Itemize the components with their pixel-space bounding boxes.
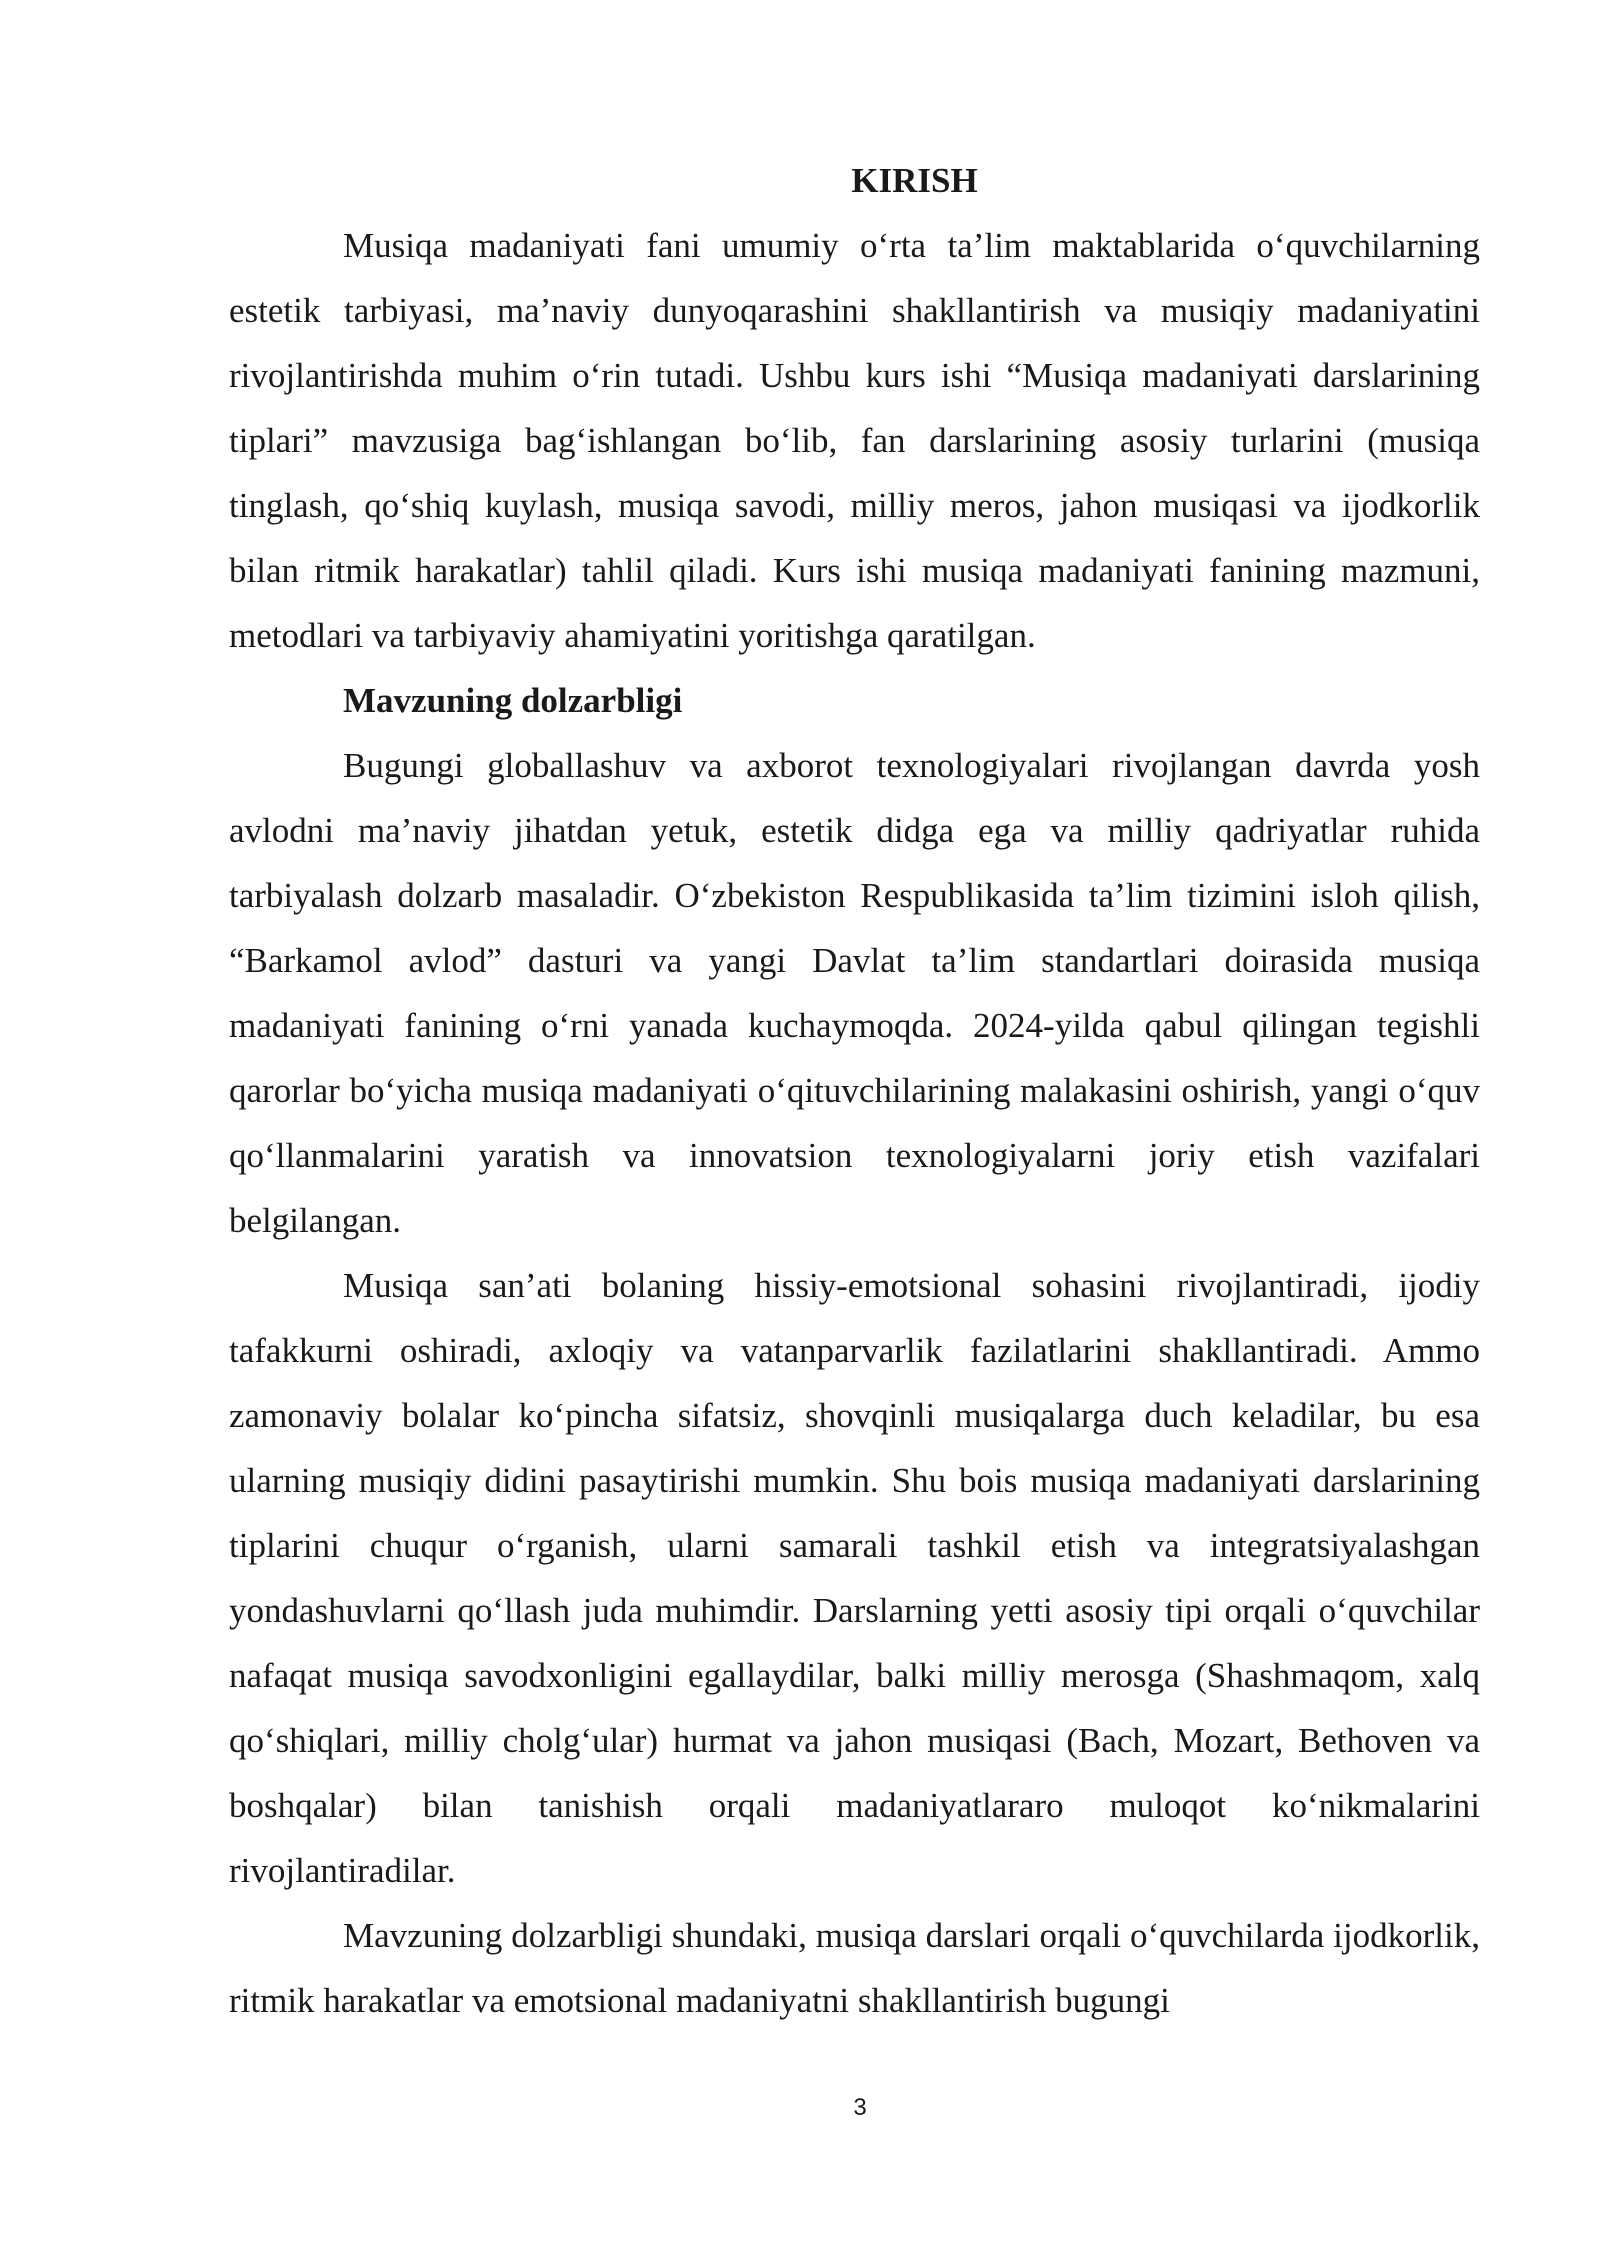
paragraph-2: Musiqa san’ati bolaning hissiy-emotsional sohasini rivojlantiradi, ijodiy tafakkurni oshiradi, axloqiy va vatanparvarlik fazilatlarini shakllantiradi. Ammo zamonaviy bolalar ko‘pincha sifatsiz, shovqinli musiqalarga duch keladilar, bu esa ularning musiqiy didini pasaytirishi mumkin. Shu bois musiqa madaniyati darslarining tiplarini chuqur o‘rganish, ularni samarali tashkil etish va integratsiyalashgan yondashuvlarni qo‘llash juda muhimdir. Darslarning yetti asosiy tipi orqali o‘quvchilar nafaqat musiqa savodxonligini egallaydilar, balki milliy merosga (Shashmaqom, xalq qo‘shiqlari, milliy cholg‘ular) hurmat va jahon musiqasi (Bach, Mozart, Bethoven va boshqalar) bilan tanishish orqali madaniyatlararo muloqot ko‘nikmalarini rivojlantiradilar. xyxy=(229,1266,1480,1890)
page-body xyxy=(229,148,1480,2033)
page-number: 3 xyxy=(853,2094,867,2121)
paragraph-3: Mavzuning dolzarbligi shundaki, musiqa darslari orqali o‘quvchilarda ijodkorlik, ritmik harakatlar va emotsional madaniyatni shakllantirish bugungi xyxy=(229,1916,1480,2020)
section-heading: Mavzuning dolzarbligi xyxy=(343,681,683,720)
paragraph-1: Bugungi globallashuv va axborot texnologiyalari rivojlangan davrda yosh avlodni ma’naviy jihatdan yetuk, estetik didga ega va milliy qadriyatlar ruhida tarbiyalash dolzarb masaladir. O‘zbekiston Respublikasida ta’lim tizimini isloh qilish, “Barkamol avlod” dasturi va yangi Davlat ta’lim standartlari doirasida musiqa madaniyati fanining o‘rni yanada kuchaymoqda. 2024-yilda qabul qilingan tegishli qarorlar bo‘yicha musiqa madaniyati o‘qituvchilarining malakasini oshirish, yangi o‘quv qo‘llanmalarini yaratish va innovatsion texnologiyalarni joriy etish vazifalari belgilangan. xyxy=(229,746,1480,1240)
page-title: KIRISH xyxy=(851,161,978,200)
intro-paragraph: Musiqa madaniyati fani umumiy o‘rta ta’lim maktablarida o‘quvchilarning estetik tarbiyasi, ma’naviy dunyoqarashini shakllantirish va musiqiy madaniyatini rivojlantirishda muhim o‘rin tutadi. Ushbu kurs ishi “Musiqa madaniyati darslarining tiplari” mavzusiga bag‘ishlangan bo‘lib, fan darslarining asosiy turlarini (musiqa tinglash, qo‘shiq kuylash, musiqa savodi, milliy meros, jahon musiqasi va ijodkorlik bilan ritmik harakatlar) tahlil qiladi. Kurs ishi musiqa madaniyati fanining mazmuni, metodlari va tarbiyaviy ahamiyatini yoritishga qaratilgan. xyxy=(229,226,1480,655)
